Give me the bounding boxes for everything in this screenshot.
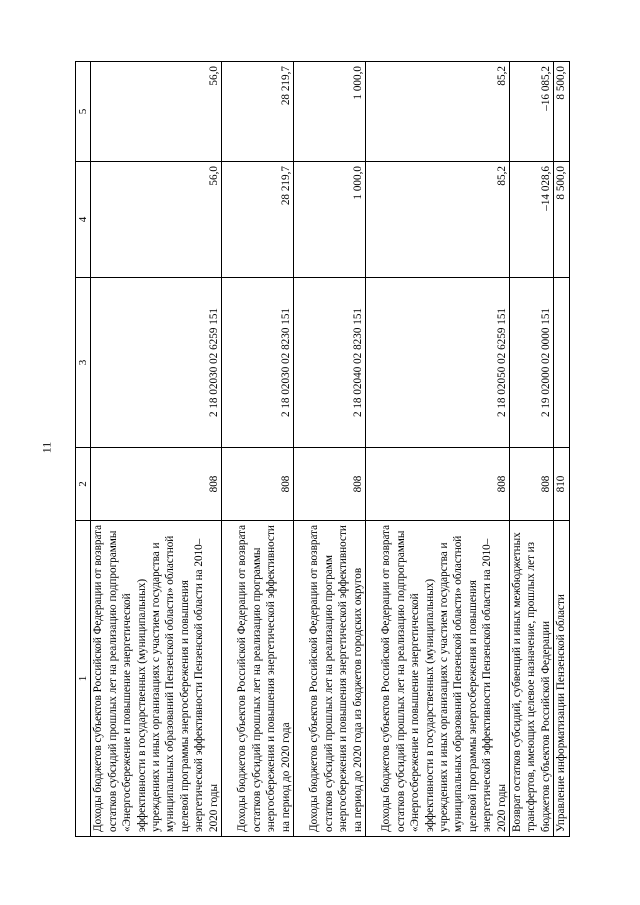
- header-col-4: 4: [76, 162, 91, 278]
- row-kbk-code: 2 18 02040 02 8230 151: [294, 278, 366, 448]
- row-admin-code: 808: [366, 448, 510, 521]
- row-value-col4: –14 028,6: [510, 162, 554, 278]
- row-name: Доходы бюджетов субъектов Российской Федерации от возврата остатков субсидий прошлых лет на реализацию подпрограммы «Энергосбережение и повышение энергетической эффективности в государственных (муниципальных) учреждениях и иных организациях с участием государства и муниципальных образований Пензенской области» областной целевой программы энергосбережения и повышения энергетической эффективности Пензенской области на 2010–2020 годы: [91, 521, 222, 837]
- table-header-row: [76, 62, 91, 837]
- row-admin-code: 808: [294, 448, 366, 521]
- page-number: 11: [39, 441, 54, 454]
- row-kbk-code: 2 19 02000 02 0000 151: [510, 278, 554, 448]
- row-admin-code: 808: [510, 448, 554, 521]
- income-table: [75, 61, 570, 837]
- row-name: Управление информатизации Пензенской области: [554, 521, 569, 837]
- row-value-col5: 56,0: [91, 62, 222, 162]
- table-row: [554, 62, 569, 837]
- header-col-3: 3: [76, 278, 91, 448]
- row-value-col4: 8 500,0: [554, 162, 569, 278]
- rotated-page-area: [75, 62, 567, 837]
- header-col-5: 5: [76, 62, 91, 162]
- table-row: [222, 62, 294, 837]
- row-value-col4: 28 219,7: [222, 162, 294, 278]
- row-admin-code: 808: [222, 448, 294, 521]
- row-admin-code: 810: [554, 448, 569, 521]
- table-row: [294, 62, 366, 837]
- table-row: [366, 62, 510, 837]
- table-row: [91, 62, 222, 837]
- row-kbk-code: [554, 278, 569, 448]
- row-value-col4: 1 000,0: [294, 162, 366, 278]
- header-col-2: 2: [76, 448, 91, 521]
- row-kbk-code: 2 18 02050 02 6259 151: [366, 278, 510, 448]
- row-value-col5: 85,2: [366, 62, 510, 162]
- rotated-table-wrapper: [75, 62, 567, 837]
- row-name: Доходы бюджетов субъектов Российской Федерации от возврата остатков субсидий прошлых лет на реализацию программы энергосбережения и повышения энергетической эффективности на период до 2020 года: [222, 521, 294, 837]
- row-name: Возврат остатков субсидий, субвенций и иных межбюджетных трансфертов, имеющих целевое назначение, прошлых лет из бюджетов субъектов Российской Федерации: [510, 521, 554, 837]
- header-col-1: 1: [76, 521, 91, 837]
- row-admin-code: 808: [91, 448, 222, 521]
- row-value-col4: 85,2: [366, 162, 510, 278]
- row-value-col5: –16 085,2: [510, 62, 554, 162]
- row-name: Доходы бюджетов субъектов Российской Федерации от возврата остатков субсидий прошлых лет на реализацию подпрограммы «Энергосбережение и повышение энергетической эффективности в государственных (муниципальных) учреждениях и иных организациях с участием государства и муниципальных образований Пензенской области» областной целевой программы энергосбережения и повышения энергетической эффективности Пензенской области на 2010–2020 годы: [366, 521, 510, 837]
- row-name: Доходы бюджетов субъектов Российской Федерации от возврата остатков субсидий прошлых лет на реализацию программ энергосбережения и повышения энергетической эффективности на период до 2020 года из бюджетов городских округов: [294, 521, 366, 837]
- row-kbk-code: 2 18 02030 02 6259 151: [91, 278, 222, 448]
- row-value-col5: 28 219,7: [222, 62, 294, 162]
- row-kbk-code: 2 18 02030 02 8230 151: [222, 278, 294, 448]
- row-value-col4: 56,0: [91, 162, 222, 278]
- row-value-col5: 1 000,0: [294, 62, 366, 162]
- table-row: [510, 62, 554, 837]
- row-value-col5: 8 500,0: [554, 62, 569, 162]
